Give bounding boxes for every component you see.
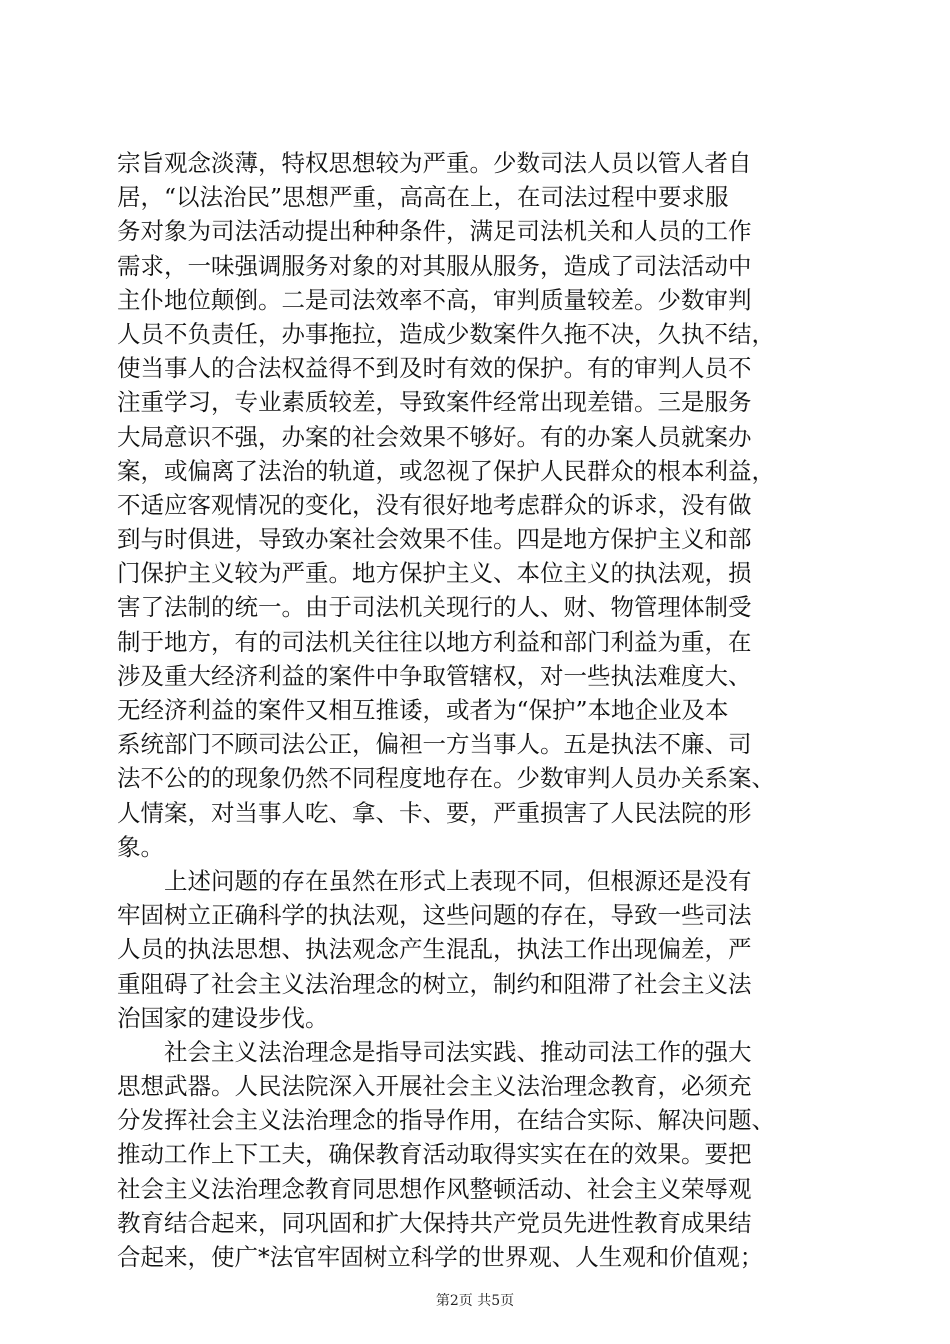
- text-line: 需求，一味强调服务对象的对其服从服务，造成了司法活动中: [117, 251, 752, 280]
- text-line: 牢固树立正确科学的执法观，这些问题的存在，导致一些司法: [117, 901, 752, 930]
- text-line: 思想武器。人民法院深入开展社会主义法治理念教育，必须充: [117, 1072, 752, 1101]
- text-line: 人员的执法思想、执法观念产生混乱，执法工作出现偏差，严: [117, 935, 752, 964]
- text-line: 人员不负责任，办事拖拉，造成少数案件久拖不决，久执不结，: [117, 319, 775, 348]
- text-line: 重阻碍了社会主义法治理念的树立，制约和阻滞了社会主义法: [117, 969, 752, 998]
- text-line: 案，或偏离了法治的轨道，或忽视了保护人民群众的根本利益，: [117, 456, 775, 485]
- text-line: 社会主义法治理念教育同思想作风整顿活动、社会主义荣辱观: [117, 1174, 752, 1203]
- page-footer: 第2页 共5页: [435, 1293, 515, 1309]
- text-line: 上述问题的存在虽然在形式上表现不同，但根源还是没有: [117, 866, 752, 895]
- text-line: 害了法制的统一。由于司法机关现行的人、财、物管理体制受: [117, 593, 752, 622]
- text-line: 推动工作上下工夫，确保教育活动取得实实在在的效果。要把: [117, 1140, 752, 1169]
- text-line: 涉及重大经济利益的案件中争取管辖权，对一些执法难度大、: [117, 661, 752, 690]
- text-line: 分发挥社会主义法治理念的指导作用，在结合实际、解决问题、: [117, 1106, 775, 1135]
- text-line: 不适应客观情况的变化，没有很好地考虑群众的诉求，没有做: [117, 490, 752, 519]
- text-line: 务对象为司法活动提出种种条件，满足司法机关和人员的工作: [117, 217, 752, 246]
- text-line: 教育结合起来，同巩固和扩大保持共产党员先进性教育成果结: [117, 1208, 752, 1237]
- text-line: 注重学习，专业素质较差，导致案件经常出现差错。三是服务: [117, 388, 752, 417]
- text-line: 使当事人的合法权益得不到及时有效的保护。有的审判人员不: [117, 354, 752, 383]
- text-line: 治国家的建设步伐。: [117, 1003, 329, 1032]
- text-line: 系统部门不顾司法公正，偏袒一方当事人。五是执法不廉、司: [117, 730, 752, 759]
- text-line: 合起来，使广*法官牢固树立科学的世界观、人生观和价值观；: [117, 1243, 764, 1271]
- text-line: 法不公的的现象仍然不同程度地存在。少数审判人员办关系案、: [117, 764, 775, 793]
- text-line: 居，“以法治民”思想严重，高高在上，在司法过程中要求服: [117, 183, 729, 212]
- text-line: 象。: [117, 832, 164, 861]
- text-line: 到与时俱进，导致办案社会效果不佳。四是地方保护主义和部: [117, 525, 752, 554]
- text-line: 制于地方，有的司法机关往往以地方利益和部门利益为重，在: [117, 627, 752, 656]
- text-line: 宗旨观念淡薄，特权思想较为严重。少数司法人员以管人者自: [117, 149, 752, 177]
- body-text: [117, 146, 833, 1274]
- text-line: 门保护主义较为严重。地方保护主义、本位主义的执法观，损: [117, 559, 752, 588]
- text-line: 社会主义法治理念是指导司法实践、推动司法工作的强大: [117, 1037, 752, 1066]
- text-line: 大局意识不强，办案的社会效果不够好。有的办案人员就案办: [117, 422, 752, 451]
- text-line: 主仆地位颠倒。二是司法效率不高，审判质量较差。少数审判: [117, 285, 752, 314]
- text-line: 无经济利益的案件又相互推诿，或者为“保护”本地企业及本: [117, 696, 729, 724]
- text-line: 人情案，对当事人吃、拿、卡、要，严重损害了人民法院的形: [117, 798, 752, 827]
